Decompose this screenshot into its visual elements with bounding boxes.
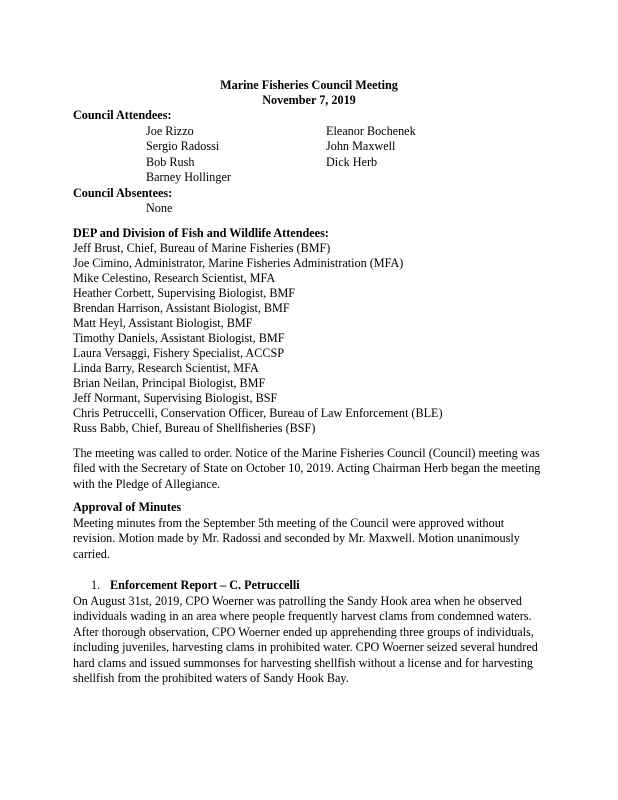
approval-heading: Approval of Minutes <box>73 500 182 514</box>
absentees-heading: Council Absentees: <box>73 186 173 200</box>
paragraph-line: hard clams and issued summonses for harvesting shellfish without a license and for harvesting <box>73 655 533 670</box>
paragraph-line: The meeting was called to order. Notice of the Marine Fisheries Council (Council) meeting was <box>73 446 540 460</box>
document-date: November 7, 2019 <box>262 93 356 107</box>
dep-attendee: Linda Barry, Research Scientist, MFA <box>73 361 259 375</box>
attendee-name: John Maxwell <box>326 139 396 153</box>
paragraph-line: filed with the Secretary of State on October 10, 2019. Acting Chairman Herb began the meeting <box>73 461 541 476</box>
dep-attendee: Jeff Normant, Supervising Biologist, BSF <box>73 391 278 405</box>
dep-attendee: Brian Neilan, Principal Biologist, BMF <box>73 376 266 390</box>
approval-paragraph <box>73 516 563 562</box>
enforcement-paragraph <box>73 594 563 686</box>
dep-heading: DEP and Division of Fish and Wildlife Attendees: <box>73 226 329 240</box>
paragraph-line: shellfish from the prohibited waters of Sandy Hook Bay. <box>73 671 349 686</box>
paragraph-line: individuals wading in an area where people frequently harvest clams from condemned waters. <box>73 609 532 624</box>
paragraph-line: Meeting minutes from the September 5th meeting of the Council were approved without <box>73 516 505 530</box>
dep-attendee: Heather Corbett, Supervising Biologist, BMF <box>73 286 296 300</box>
paragraph-line: with the Pledge of Allegiance. <box>73 476 221 491</box>
dep-attendee: Brendan Harrison, Assistant Biologist, BMF <box>73 301 290 315</box>
attendee-name: Bob Rush <box>146 155 195 169</box>
intro-paragraph <box>73 446 563 492</box>
dep-attendee: Timothy Daniels, Assistant Biologist, BMF <box>73 331 285 345</box>
dep-attendee: Laura Versaggi, Fishery Specialist, ACCSP <box>73 346 285 360</box>
absentees-value: None <box>146 201 173 215</box>
attendee-name: Eleanor Bochenek <box>326 124 416 138</box>
attendee-name: Joe Rizzo <box>146 124 194 138</box>
dep-attendee: Mike Celestino, Research Scientist, MFA <box>73 271 276 285</box>
dep-attendee: Matt Heyl, Assistant Biologist, BMF <box>73 316 253 330</box>
dep-attendee: Joe Cimino, Administrator, Marine Fisheries Administration (MFA) <box>73 256 404 270</box>
section-number: 1. <box>91 578 101 592</box>
dep-attendee: Jeff Brust, Chief, Bureau of Marine Fisheries (BMF) <box>73 241 331 255</box>
paragraph-line: On August 31st, 2019, CPO Woerner was patrolling the Sandy Hook area when he observed <box>73 594 522 608</box>
dep-attendee: Russ Babb, Chief, Bureau of Shellfisheries (BSF) <box>73 421 316 435</box>
attendee-name: Dick Herb <box>326 155 378 169</box>
paragraph-line: revision. Motion made by Mr. Radossi and seconded by Mr. Maxwell. Motion unanimously <box>73 531 520 546</box>
attendee-name: Barney Hollinger <box>146 170 231 184</box>
paragraph-line: including juveniles, harvesting clams in prohibited water. CPO Woerner seized several hundred <box>73 640 538 655</box>
enforcement-heading: Enforcement Report – C. Petruccelli <box>110 578 300 592</box>
document-title: Marine Fisheries Council Meeting <box>220 78 398 92</box>
dep-attendee: Chris Petruccelli, Conservation Officer, Bureau of Law Enforcement (BLE) <box>73 406 443 420</box>
attendee-name: Sergio Radossi <box>146 139 220 153</box>
attendees-heading: Council Attendees: <box>73 108 172 122</box>
paragraph-line: After thorough observation, CPO Woerner ended up apprehending three groups of individuals, <box>73 624 534 639</box>
paragraph-line: carried. <box>73 546 110 561</box>
